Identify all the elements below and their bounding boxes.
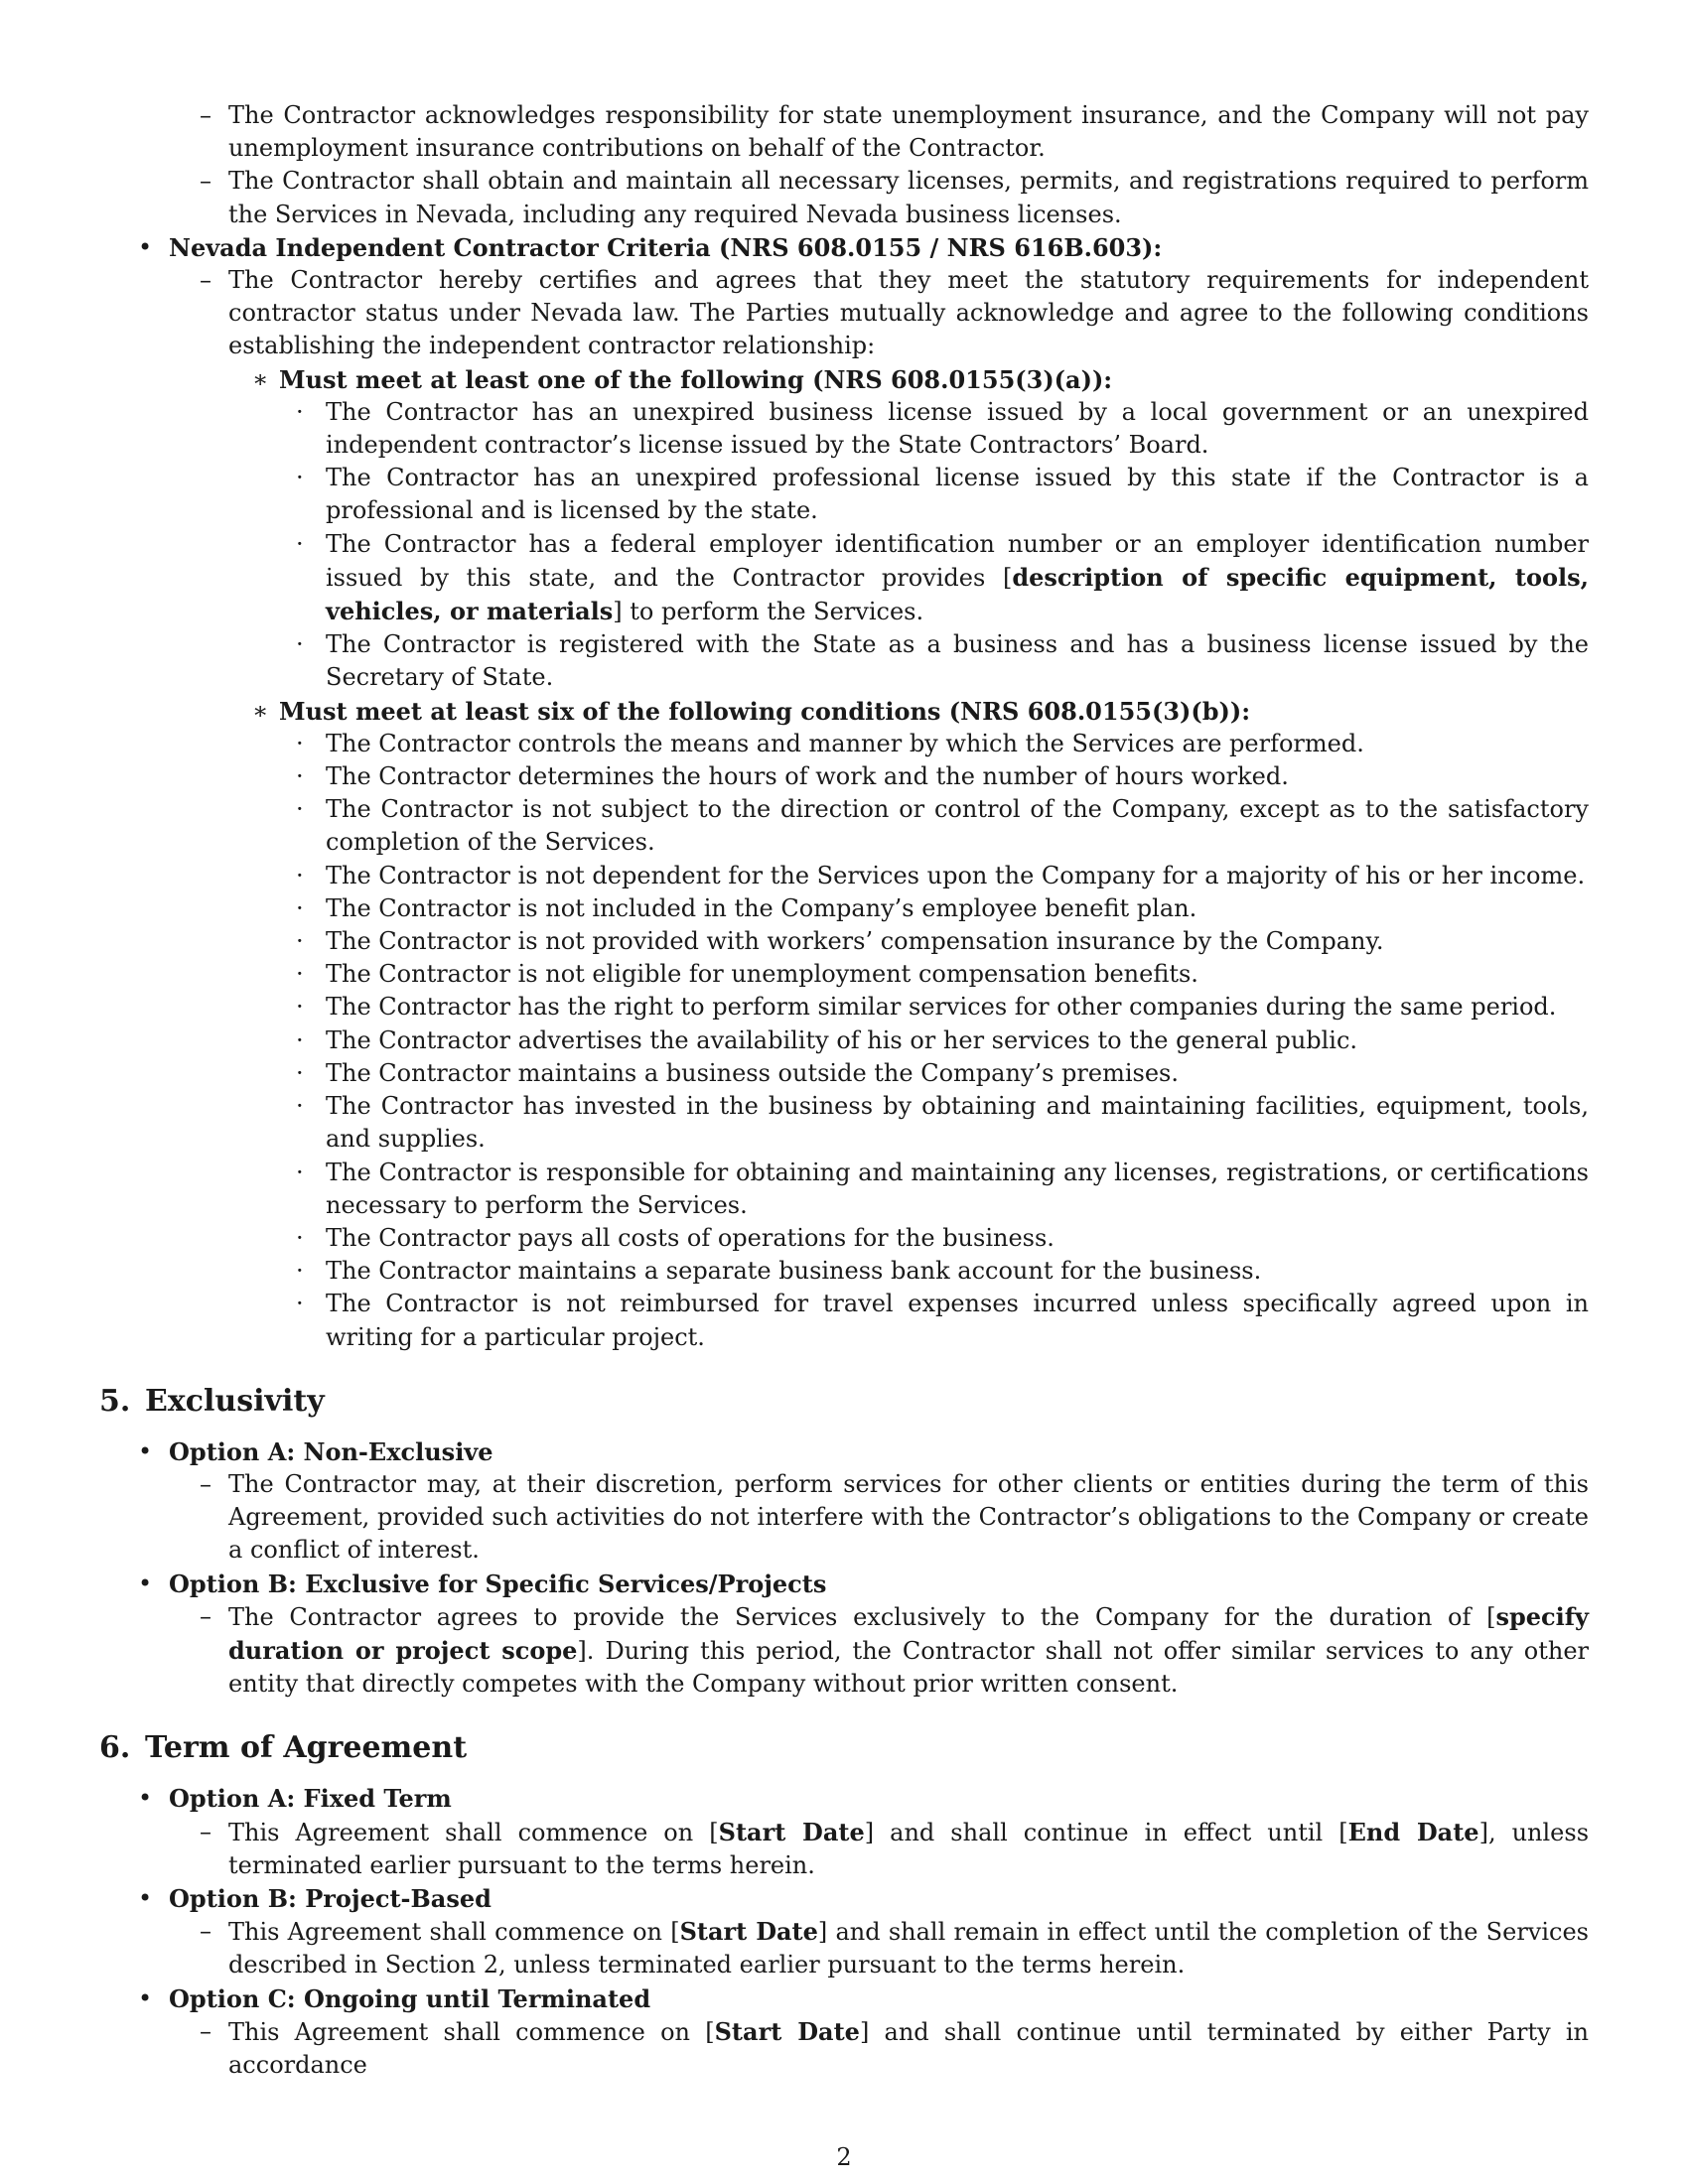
- list-item: [296, 1024, 1589, 1057]
- list-item-text: The Contractor is not dependent for the Services upon the Company for a majority of his or her income.: [326, 861, 1586, 889]
- bullet-marker: •: [138, 1569, 153, 1597]
- placeholder-end-date: End Date: [1347, 1817, 1479, 1846]
- option-heading: Option C: Ongoing until Terminated: [169, 1983, 651, 2013]
- list-item: [138, 1782, 1589, 1815]
- list-item-text: The Contractor is responsible for obtaining and maintaining any licenses, registrations, or certifications necessary to perform the Services.: [326, 1158, 1589, 1219]
- text-run: This Agreement shall commence on [: [228, 1918, 680, 1947]
- text-run: ], unless terminated earlier pursuant to the terms herein.: [228, 1818, 1590, 1879]
- bullet-marker: •: [138, 1883, 153, 1912]
- list-item: [296, 760, 1589, 793]
- text-run: The Contractor has a federal employer identification number or an employer identification number issued by this state, and the Contractor provides [: [326, 529, 1589, 592]
- text-run: ] and shall remain in effect until the completion of the Services described in Section 2, unless terminated earlier pursuant to the terms herein.: [228, 1918, 1589, 1979]
- list-item-text: The Contractor has the right to perform similar services for other companies during the same period.: [326, 993, 1557, 1022]
- list-item-text: The Contractor determines the hours of work and the number of hours worked.: [326, 762, 1289, 791]
- list-item: [200, 1600, 1590, 1702]
- asterisk-marker: ∗: [252, 696, 269, 725]
- dot-marker: ·: [296, 960, 304, 989]
- list-item-text: The Contractor advertises the availability of his or her services to the general public.: [326, 1025, 1358, 1054]
- list-item-text: The Contractor may, at their discretion, perform services for other clients or entities during the term of this Agreement, provided such activities do not interfere with the Contractor’s obligations to the Company or create a conflict of interest.: [228, 1469, 1589, 1565]
- list-item: [296, 892, 1589, 925]
- dash-marker: –: [200, 1817, 211, 1845]
- list-item-text: The Contractor acknowledges responsibility for state unemployment insurance, and the Company will not pay unemployment insurance contributions on behalf of the Contractor.: [228, 101, 1589, 163]
- list-item: [296, 1255, 1589, 1288]
- list-item: [200, 1468, 1589, 1568]
- dot-marker: ·: [296, 1058, 304, 1087]
- dot-marker: ·: [296, 893, 304, 922]
- list-item-text: The Contractor controls the means and manner by which the Services are performed.: [326, 729, 1364, 757]
- list-item: [296, 628, 1589, 694]
- list-item: [200, 2015, 1589, 2082]
- option-heading: Option A: Non-Exclusive: [169, 1436, 493, 1466]
- section-number: 5.: [99, 1383, 131, 1419]
- section-number: 6.: [99, 1730, 131, 1766]
- list-item-text: The Contractor is not reimbursed for travel expenses incurred unless specifically agreed upon in writing for a particular project.: [326, 1290, 1589, 1351]
- text-run: ] to perform the Services.: [613, 598, 924, 626]
- list-item-text: The Contractor has an unexpired professional license issued by this state if the Contractor is a professional and is licensed by the state.: [326, 464, 1589, 525]
- placeholder-start-date: Start Date: [679, 1917, 818, 1947]
- page-number: 2: [836, 2143, 852, 2171]
- list-item-text: The Contractor shall obtain and maintain all necessary licenses, permits, and registrations required to perform the Services in Nevada, including any required Nevada business licenses.: [228, 167, 1589, 228]
- placeholder-duration: specify duration or project scope: [228, 1601, 1589, 1665]
- list-item: [296, 396, 1589, 462]
- list-item: [200, 264, 1589, 363]
- text-run: ] and shall continue in effect until [: [864, 1818, 1348, 1846]
- list-item-text: [228, 2015, 1589, 2082]
- bullet-marker: •: [138, 1436, 153, 1465]
- asterisk-marker: ∗: [252, 364, 269, 393]
- text-run: ]. During this period, the Contractor shall not offer similar services to any other entity that directly competes with the Company without prior written consent.: [228, 1636, 1590, 1699]
- list-item-text: [326, 528, 1589, 629]
- dot-marker: ·: [296, 1092, 304, 1121]
- group-b-heading: Must meet at least six of the following conditions (NRS 608.0155(3)(b)):: [279, 696, 1251, 726]
- list-item: [200, 1816, 1590, 1882]
- list-item-text: [228, 1915, 1589, 1981]
- list-item: [296, 1288, 1589, 1353]
- dot-marker: ·: [296, 1257, 304, 1286]
- list-item-text: [228, 1816, 1589, 1882]
- list-item: [296, 528, 1590, 629]
- list-item: [296, 1222, 1589, 1255]
- dash-marker: –: [200, 266, 211, 295]
- text-run: This Agreement shall commence on [: [228, 2017, 715, 2046]
- document-page: [99, 99, 1589, 2082]
- list-item: [252, 363, 1589, 396]
- option-heading: Option A: Fixed Term: [169, 1784, 452, 1814]
- list-item: [296, 925, 1589, 958]
- group-a-heading: Must meet at least one of the following (NRS 608.0155(3)(a)):: [279, 364, 1113, 394]
- list-item: [296, 958, 1589, 991]
- dash-marker: –: [200, 1601, 211, 1630]
- nevada-intro-text: The Contractor hereby certifies and agrees that they meet the statutory requirements for independent contractor status under Nevada law. The Parties mutually acknowledge and agree to the following conditions establishing the independent contractor relationship:: [228, 266, 1589, 360]
- list-item: [296, 1090, 1589, 1156]
- list-item: [296, 793, 1589, 859]
- option-heading: Option B: Exclusive for Specific Services/Projects: [169, 1569, 827, 1598]
- list-item-text: The Contractor is not included in the Company’s employee benefit plan.: [326, 893, 1197, 922]
- text-run: ] and shall continue until terminated by either Party in accordance: [228, 2017, 1589, 2079]
- bullet-marker: •: [138, 1983, 153, 2012]
- list-item: [296, 860, 1589, 892]
- section-title: Term of Agreement: [145, 1730, 468, 1766]
- dot-marker: ·: [296, 464, 304, 492]
- dot-marker: ·: [296, 993, 304, 1022]
- list-item-text: The Contractor is registered with the State as a business and has a business license issued by the Secretary of State.: [326, 630, 1589, 692]
- list-item: [138, 1882, 1589, 1915]
- list-item-text: The Contractor is not eligible for unemployment compensation benefits.: [326, 960, 1198, 989]
- placeholder-start-date: Start Date: [718, 1817, 865, 1846]
- list-item: [296, 462, 1589, 527]
- list-item-text: The Contractor has an unexpired business license issued by a local government or an unexpired independent contractor’s license issued by the State Contractors’ Board.: [326, 397, 1589, 460]
- placeholder-start-date: Start Date: [714, 2016, 860, 2046]
- option-heading: Option B: Project-Based: [169, 1883, 492, 1913]
- text-run: The Contractor agrees to provide the Services exclusively to the Company for the duration of [: [228, 1602, 1496, 1631]
- section-heading-term: [99, 1728, 1589, 1768]
- dot-marker: ·: [296, 861, 304, 889]
- bullet-marker: •: [138, 1784, 153, 1813]
- dot-marker: ·: [296, 729, 304, 757]
- dash-marker: –: [200, 1469, 211, 1498]
- dot-marker: ·: [296, 927, 304, 956]
- dot-marker: ·: [296, 1025, 304, 1054]
- list-item: [296, 1157, 1589, 1222]
- list-item: [138, 1435, 1589, 1468]
- dot-marker: ·: [296, 397, 304, 426]
- list-item-text: The Contractor has invested in the business by obtaining and maintaining facilities, equipment, tools, and supplies.: [326, 1092, 1589, 1154]
- dot-marker: ·: [296, 1290, 304, 1318]
- list-item-text: The Contractor is not provided with workers’ compensation insurance by the Company.: [326, 927, 1384, 956]
- list-item: [200, 165, 1589, 230]
- dot-marker: ·: [296, 630, 304, 659]
- dot-marker: ·: [296, 529, 304, 558]
- list-item: [296, 728, 1589, 760]
- list-item-text: [228, 1600, 1589, 1702]
- list-item-text: The Contractor maintains a separate business bank account for the business.: [326, 1257, 1262, 1286]
- list-item-text: The Contractor is not subject to the direction or control of the Company, except as to the satisfactory completion of the Services.: [326, 795, 1589, 857]
- list-item: [138, 1982, 1589, 2015]
- list-item: [296, 1057, 1589, 1090]
- list-item: [138, 1568, 1589, 1600]
- dash-marker: –: [200, 2016, 211, 2045]
- list-item-text: The Contractor pays all costs of operations for the business.: [326, 1223, 1055, 1252]
- list-item-text: The Contractor maintains a business outside the Company’s premises.: [326, 1058, 1179, 1087]
- list-item: [296, 991, 1589, 1024]
- dot-marker: ·: [296, 1158, 304, 1186]
- dash-marker: –: [200, 101, 211, 129]
- dot-marker: ·: [296, 795, 304, 824]
- dot-marker: ·: [296, 762, 304, 791]
- dash-marker: –: [200, 1917, 211, 1946]
- bullet-marker: •: [138, 232, 153, 261]
- list-item: [252, 695, 1589, 728]
- list-item: [200, 99, 1589, 165]
- section-heading-exclusivity: [99, 1382, 1589, 1422]
- text-run: This Agreement shall commence on [: [228, 1818, 719, 1846]
- section-title: Exclusivity: [145, 1383, 325, 1419]
- list-item: [138, 231, 1589, 264]
- list-item: [200, 1915, 1589, 1981]
- nevada-criteria-heading: Nevada Independent Contractor Criteria (NRS 608.0155 / NRS 616B.603):: [169, 232, 1163, 262]
- placeholder-equipment: description of specific equipment, tools, vehicles, or materials: [326, 562, 1590, 626]
- dot-marker: ·: [296, 1223, 304, 1252]
- dash-marker: –: [200, 167, 211, 196]
